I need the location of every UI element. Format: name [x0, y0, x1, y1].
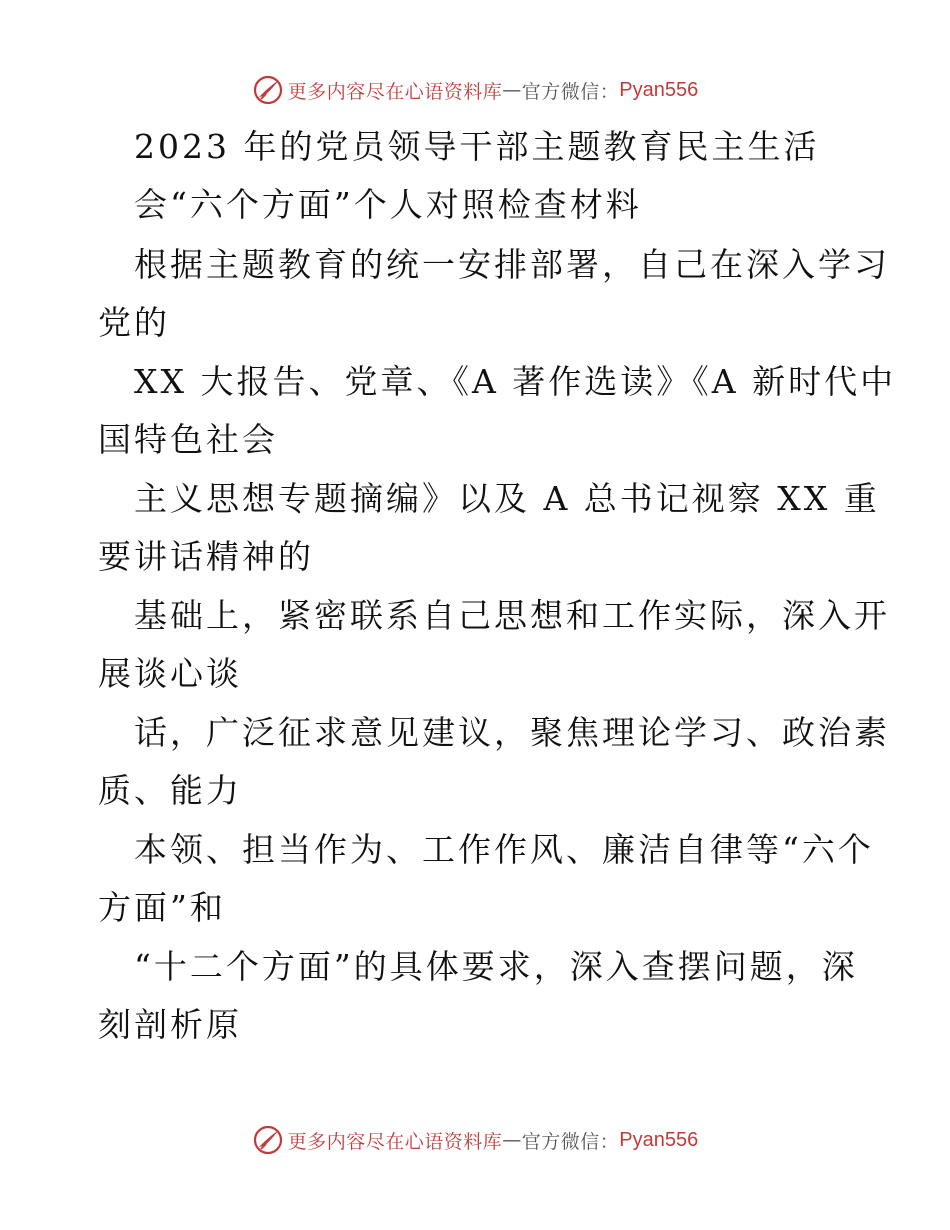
watermark-dash: — [502, 79, 522, 101]
watermark-wechat-id: Pyan556 [619, 1128, 699, 1151]
watermark-official-label: 官方微信： [521, 1130, 620, 1153]
paragraph-line: 主义思想专题摘编》以及 A 总书记视察 XX 重 [134, 479, 880, 518]
paragraph-line: XX 大报告、党章、《A 著作选读》《A 新时代中 [134, 362, 897, 401]
paragraph-line: 本领、担当作为、工作作风、廉洁自律等“六个 [134, 830, 874, 869]
footer-watermark [0, 1122, 950, 1158]
paragraph-line: 根据主题教育的统一安排部署，自己在深入学习 [134, 245, 890, 284]
quill-logo-icon [252, 74, 284, 106]
paragraph-line: 展谈心谈 [98, 654, 242, 693]
paragraph-line: 质、能力 [98, 771, 242, 810]
watermark-dash: — [502, 1129, 522, 1151]
quill-logo-icon [252, 1124, 284, 1156]
watermark-wechat-id: Pyan556 [619, 78, 699, 101]
paragraph-line: 国特色社会 [98, 420, 278, 459]
paragraph-line: 话，广泛征求意见建议，聚焦理论学习、政治素 [134, 713, 890, 752]
header-watermark [0, 72, 950, 108]
paragraph-line: 基础上，紧密联系自己思想和工作实际，深入开 [134, 596, 890, 635]
watermark-site-text: 更多内容尽在心语资料库 [287, 1130, 503, 1153]
paragraph-line: 方面”和 [98, 888, 226, 927]
paragraph-line: 党的 [98, 303, 170, 342]
title-line-2: 会“六个方面”个人对照检查材料 [134, 185, 642, 224]
title-line-1: 2023 年的党员领导干部主题教育民主生活 [134, 127, 820, 166]
watermark-site-text: 更多内容尽在心语资料库 [287, 80, 503, 103]
watermark-official-label: 官方微信： [521, 80, 620, 103]
paragraph-line: “十二个方面”的具体要求，深入查摆问题，深 [134, 947, 858, 986]
paragraph-line: 要讲话精神的 [98, 537, 314, 576]
paragraph-line: 刻剖析原 [98, 1005, 242, 1044]
